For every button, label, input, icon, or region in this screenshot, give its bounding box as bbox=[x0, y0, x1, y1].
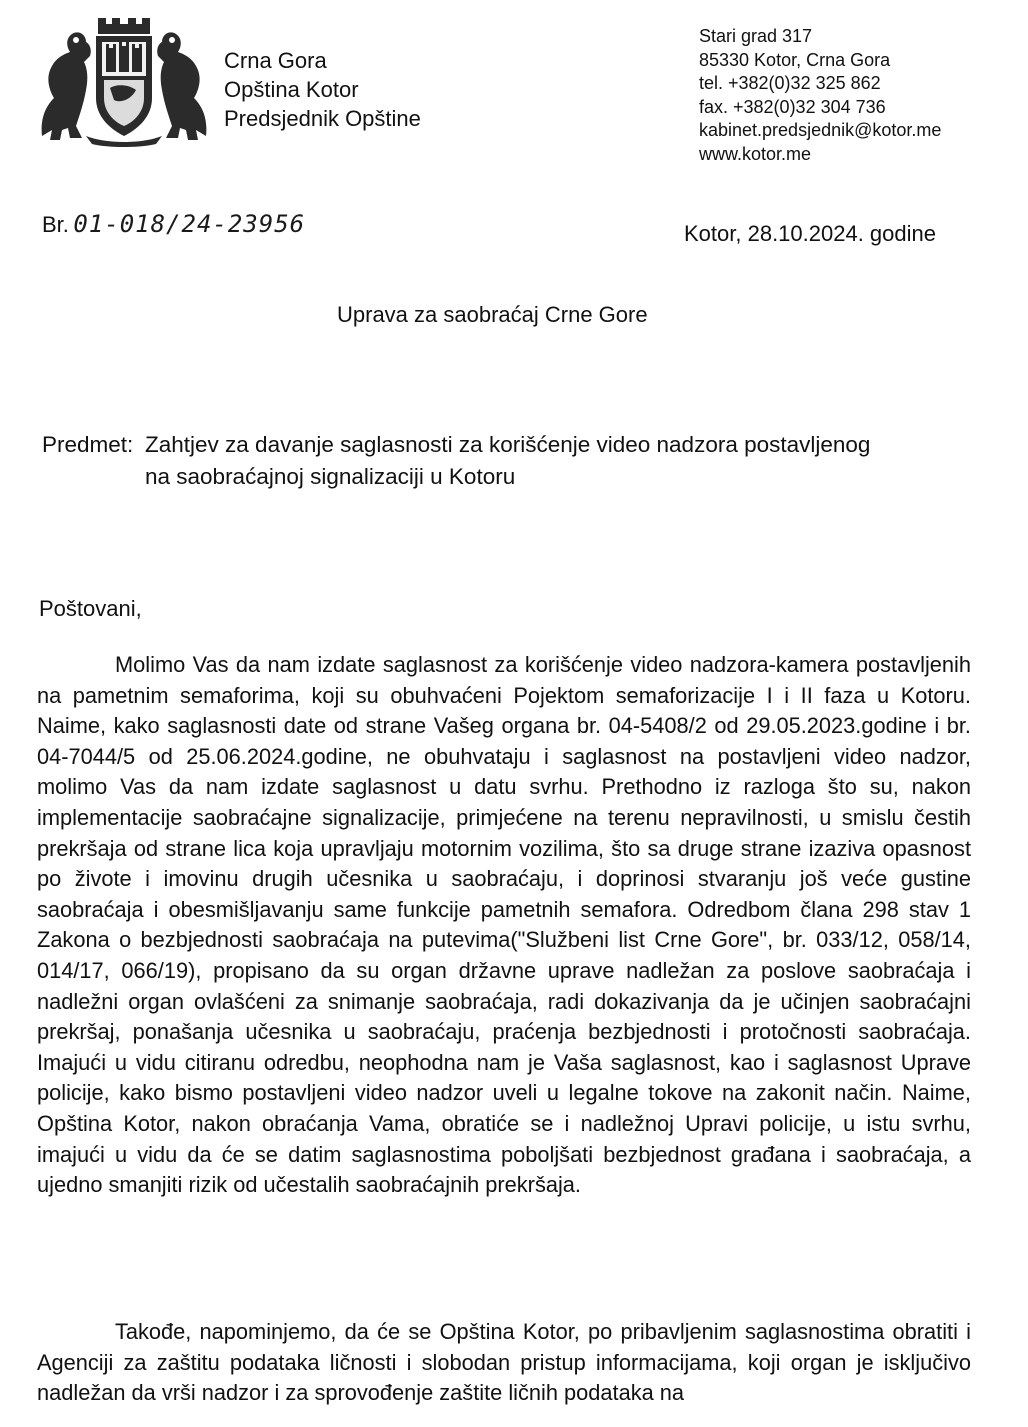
contact-fax: fax. +382(0)32 304 736 bbox=[699, 96, 886, 117]
contact-email[interactable]: kabinet.predsjednik@kotor.me bbox=[699, 120, 942, 140]
reference-handwritten: 01-018/24-23956 bbox=[73, 210, 306, 238]
reference-number bbox=[42, 210, 305, 238]
org-country: Crna Gora bbox=[224, 48, 327, 73]
coat-of-arms-icon bbox=[36, 18, 212, 148]
org-municipality: Opština Kotor bbox=[224, 77, 359, 102]
greeting: Poštovani, bbox=[39, 596, 142, 621]
contact-city: 85330 Kotor, Crna Gora bbox=[699, 49, 891, 70]
letter-date: Kotor, 28.10.2024. godine bbox=[684, 221, 936, 246]
org-office: Predsjednik Opštine bbox=[224, 106, 421, 131]
contact-website[interactable]: www.kotor.me bbox=[699, 143, 812, 164]
subject-line-1: Zahtjev za davanje saglasnosti za korišćenje video nadzora postavljenog bbox=[145, 432, 871, 457]
body-paragraph-2: Takođe, napominjemo, da će se Opština Kotor, po pribavljenim saglasnostima obratiti i Agenciji za zaštitu podataka ličnosti i slobodan pristup informacijama, koji organ je isključivo nadležan da vrši nadzor i za sprovođenje zaštite ličnih podataka na bbox=[37, 1319, 971, 1406]
reference-label: Br. bbox=[42, 212, 69, 237]
subject-label: Predmet: bbox=[42, 432, 134, 457]
contact-phone: tel. +382(0)32 325 862 bbox=[699, 73, 881, 93]
subject-line-2: na saobraćajnoj signalizaciji u Kotoru bbox=[145, 464, 516, 489]
body-paragraph-1: Molimo Vas da nam izdate saglasnost za korišćenje video nadzora-kamera postavljenih na pametnim semaforima, koji su obuhvaćeni Pojektom semaforizacije I i II faza u Kotoru. Naime, kako saglasnosti date od strane Vašeg organa br. 04-5408/2 od 29.05.2023.godine i br. 04-7044/5 od 25.06.2024.godine, ne obuhvataju i saglasnost na postavljeni video nadzor, molimo Vas da nam izdate saglasnost u datu svrhu. Prethodno iz razloga što su, nakon implementacije saobraćajne signalizacije, primjećene na terenu nepravilnosti, u smislu čestih prekršaja od strane lica koja upravljaju motornim vozilima, što sa druge strane izaziva opasnost po živote i imovinu drugih učesnika u saobraćaju, i doprinosi stvaranju još veće gustine saobraćaja i obesmišljavanju same funkcije pametnih semafora. Odredbom člana 298 stav 1 Zakona o bezbjednosti saobraćaja na putevima("Službeni list Crne Gore", br. 033/12, 058/14, 014/17, 066/19), propisano da su organ državne uprave nadležan za poslove saobraćaja i nadležni organ ovlašćeni za snimanje saobraćaja, radi dokazivanja da je učinjen saobraćajni prekršaj, ponašanja učesnika u saobraćaju, praćenja bezbjednosti i protočnosti saobraćaja. Imajući u vidu citiranu odredbu, neophodna nam je Vaša saglasnost, kao i saglasnost Uprave policije, kako bismo postavljeni video nadzor uveli u legalne tokove na zakonit način. Naime, Opština Kotor, nakon obraćanja Vama, obratiće se i nadležnoj Upravi policije, u istu svrhu, imajući u vidu da će se datim saglasnostima poboljšati bezbjednost građana i saobraćaja, a ujedno smanjiti rizik od učestalih saobraćajnih prekršaja. bbox=[37, 652, 971, 1198]
contact-address: Stari grad 317 bbox=[699, 26, 813, 46]
recipient: Uprava za saobraćaj Crne Gore bbox=[337, 302, 648, 327]
